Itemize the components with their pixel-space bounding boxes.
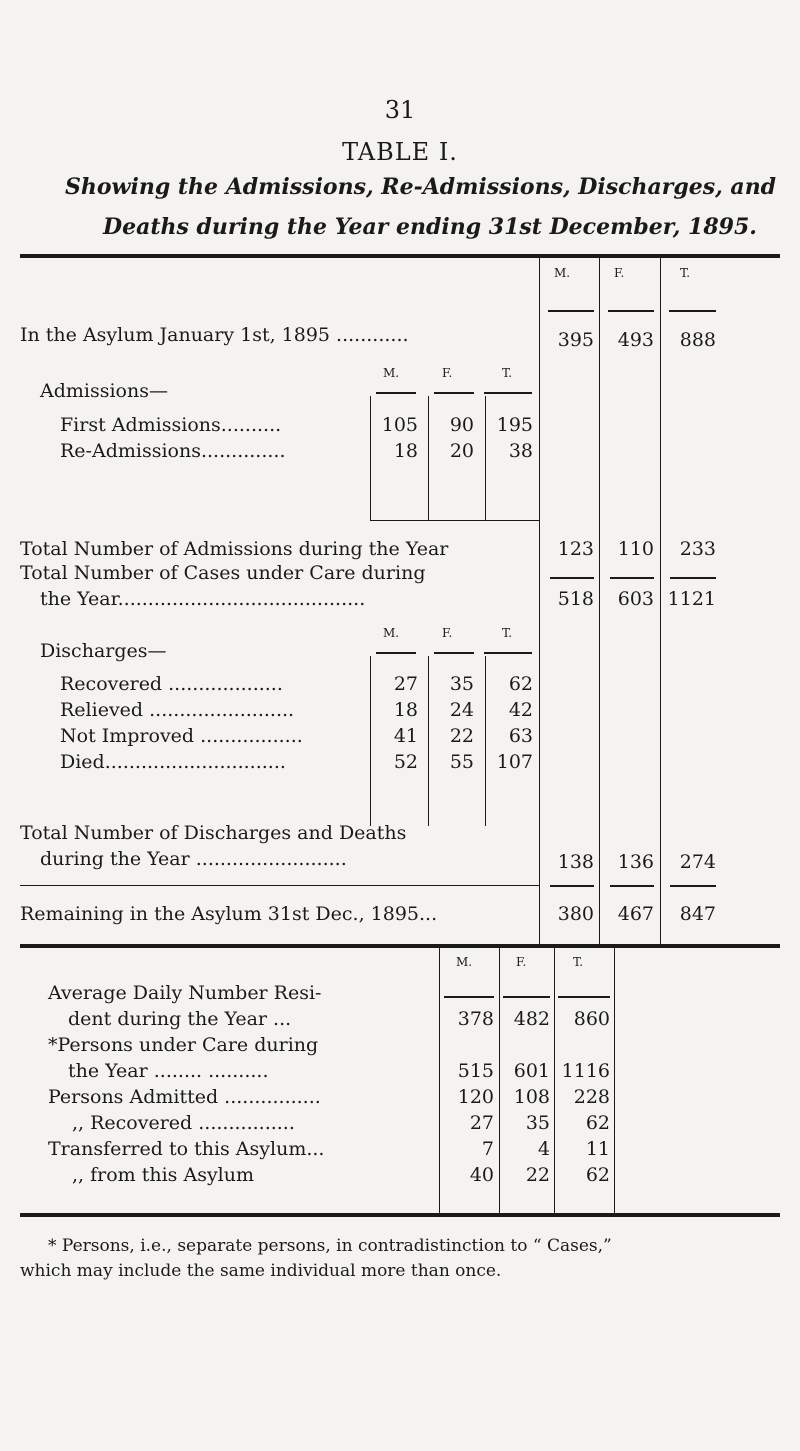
- col-rule-1b: [539, 894, 540, 944]
- not-improved-t: 63: [508, 725, 533, 747]
- admissions-heading: Admissions—: [40, 380, 168, 402]
- first-admissions-f: 90: [449, 414, 474, 436]
- remaining-label: Remaining in the Asylum 31st Dec., 1895...: [20, 903, 438, 925]
- rule-lower-t: [558, 996, 610, 998]
- main-header-t: T.: [680, 266, 691, 280]
- rule-dis-f: [434, 652, 474, 654]
- avg-m: 378: [457, 1008, 494, 1030]
- subtitle-line-1: Showing the Admissions, Re-Admissions, Discharges, and: [65, 174, 777, 200]
- not-improved-m: 41: [393, 725, 418, 747]
- in-asylum-t: 888: [679, 329, 716, 351]
- persons-f: 601: [513, 1060, 550, 1082]
- rule-adm-f: [434, 392, 474, 394]
- total-cases-label: the Year.........................................: [40, 588, 366, 610]
- admitted-f: 108: [513, 1086, 550, 1108]
- avg-f: 482: [513, 1008, 550, 1030]
- recovered-t: 62: [508, 673, 533, 695]
- not-improved-label: Not Improved .................: [60, 725, 303, 747]
- persons-m: 515: [457, 1060, 494, 1082]
- rule-t-head: [669, 310, 716, 312]
- rule-m-head: [548, 310, 594, 312]
- in-asylum-f: 493: [617, 329, 654, 351]
- persons-line-1: *Persons under Care during: [48, 1034, 319, 1056]
- re-admissions-m: 18: [393, 440, 418, 462]
- total-cases-f: 603: [617, 588, 654, 610]
- avg-label: dent during the Year ...: [68, 1008, 292, 1030]
- transferred-to-m: 7: [481, 1138, 494, 1160]
- total-discharges-t: 274: [679, 851, 716, 873]
- re-admissions-t: 38: [508, 440, 533, 462]
- total-cases-line-1: Total Number of Cases under Care during: [20, 562, 426, 584]
- transferred-from-m: 40: [469, 1164, 494, 1186]
- footnote-line-1: * Persons, i.e., separate persons, in contradistinction to “ Cases,”: [48, 1236, 612, 1256]
- total-discharges-line-1: Total Number of Discharges and Deaths: [20, 822, 407, 844]
- col-rule-1: [539, 258, 540, 894]
- bottom-rule: [20, 1213, 780, 1217]
- rule-dis-m: [376, 652, 416, 654]
- transferred-to-f: 4: [537, 1138, 550, 1160]
- total-cases-m: 518: [557, 588, 594, 610]
- total-admissions-f: 110: [617, 538, 654, 560]
- total-discharges-label: during the Year .........................: [40, 848, 347, 870]
- recovered-m: 27: [393, 673, 418, 695]
- transferred-to-label: Transferred to this Asylum...: [48, 1138, 325, 1160]
- rule-lower-f: [503, 996, 550, 998]
- footnote-line-2: which may include the same individual more than once.: [20, 1261, 502, 1281]
- rule-adm-t: [484, 392, 532, 394]
- transferred-to-t: 11: [585, 1138, 610, 1160]
- lower-header-t: T.: [573, 955, 584, 969]
- adm-header-f: F.: [442, 366, 453, 380]
- lower-header-f: F.: [516, 955, 527, 969]
- total-admissions-t: 233: [679, 538, 716, 560]
- table-title: TABLE I.: [342, 138, 458, 166]
- transferred-from-f: 22: [525, 1164, 550, 1186]
- col-rule-2: [599, 258, 600, 894]
- recovered-label: Recovered ...................: [60, 673, 283, 695]
- died-m: 52: [393, 751, 418, 773]
- rule-total-m: [550, 577, 594, 579]
- adm-header-m: M.: [383, 366, 400, 380]
- adm-bottom-rule: [370, 520, 540, 521]
- transferred-from-t: 62: [585, 1164, 610, 1186]
- lower-recovered-label: ,, Recovered ................: [72, 1112, 295, 1134]
- rule-rem-t: [670, 885, 716, 887]
- main-header-m: M.: [554, 266, 571, 280]
- dis-header-m: M.: [383, 626, 400, 640]
- relieved-label: Relieved ........................: [60, 699, 295, 721]
- rule-f-head: [608, 310, 654, 312]
- recovered-f: 35: [449, 673, 474, 695]
- rule-total-f: [610, 577, 654, 579]
- col-rule-3: [660, 258, 661, 894]
- died-f: 55: [449, 751, 474, 773]
- admitted-label: Persons Admitted ................: [48, 1086, 321, 1108]
- relieved-m: 18: [393, 699, 418, 721]
- in-asylum-label: In the Asylum January 1st, 1895 ............: [20, 324, 409, 346]
- admitted-t: 228: [573, 1086, 610, 1108]
- remaining-f: 467: [617, 903, 654, 925]
- lower-header-m: M.: [456, 955, 473, 969]
- total-admissions-m: 123: [557, 538, 594, 560]
- persons-label: the Year ........ ..........: [68, 1060, 269, 1082]
- subtitle-line-2: Deaths during the Year ending 31st December, 1895.: [103, 214, 757, 240]
- rule-total-t: [670, 577, 716, 579]
- re-admissions-label: Re-Admissions..............: [60, 440, 286, 462]
- total-discharges-f: 136: [617, 851, 654, 873]
- rule-rem-m: [550, 885, 594, 887]
- re-admissions-f: 20: [449, 440, 474, 462]
- remaining-m: 380: [557, 903, 594, 925]
- top-rule: [20, 254, 780, 258]
- total-cases-t: 1121: [667, 588, 716, 610]
- adm-header-t: T.: [502, 366, 513, 380]
- died-t: 107: [496, 751, 533, 773]
- lower-vrule-4: [614, 948, 615, 1213]
- page-number: 31: [384, 96, 416, 124]
- rule-dis-t: [484, 652, 532, 654]
- transferred-from-label: ,, from this Asylum: [72, 1164, 255, 1186]
- lower-recovered-t: 62: [585, 1112, 610, 1134]
- admitted-m: 120: [457, 1086, 494, 1108]
- relieved-f: 24: [449, 699, 474, 721]
- middle-rule: [20, 944, 780, 948]
- col-rule-2b: [599, 894, 600, 944]
- dis-header-t: T.: [502, 626, 513, 640]
- main-header-f: F.: [614, 266, 625, 280]
- col-rule-3b: [660, 894, 661, 944]
- total-discharges-m: 138: [557, 851, 594, 873]
- lower-recovered-f: 35: [525, 1112, 550, 1134]
- not-improved-f: 22: [449, 725, 474, 747]
- first-admissions-label: First Admissions..........: [60, 414, 282, 436]
- remaining-t: 847: [679, 903, 716, 925]
- first-admissions-t: 195: [496, 414, 533, 436]
- dis-header-f: F.: [442, 626, 453, 640]
- rule-adm-m: [376, 392, 416, 394]
- total-admissions-label: Total Number of Admissions during the Year: [20, 538, 449, 560]
- avg-t: 860: [573, 1008, 610, 1030]
- discharges-heading: Discharges—: [40, 640, 167, 662]
- died-label: Died..............................: [60, 751, 286, 773]
- first-admissions-m: 105: [381, 414, 418, 436]
- avg-line-1: Average Daily Number Resi-: [48, 982, 322, 1004]
- rule-rem-f: [610, 885, 654, 887]
- relieved-t: 42: [508, 699, 533, 721]
- in-asylum-m: 395: [557, 329, 594, 351]
- rule-before-remaining: [20, 885, 540, 886]
- rule-lower-m: [444, 996, 494, 998]
- persons-t: 1116: [561, 1060, 610, 1082]
- lower-recovered-m: 27: [469, 1112, 494, 1134]
